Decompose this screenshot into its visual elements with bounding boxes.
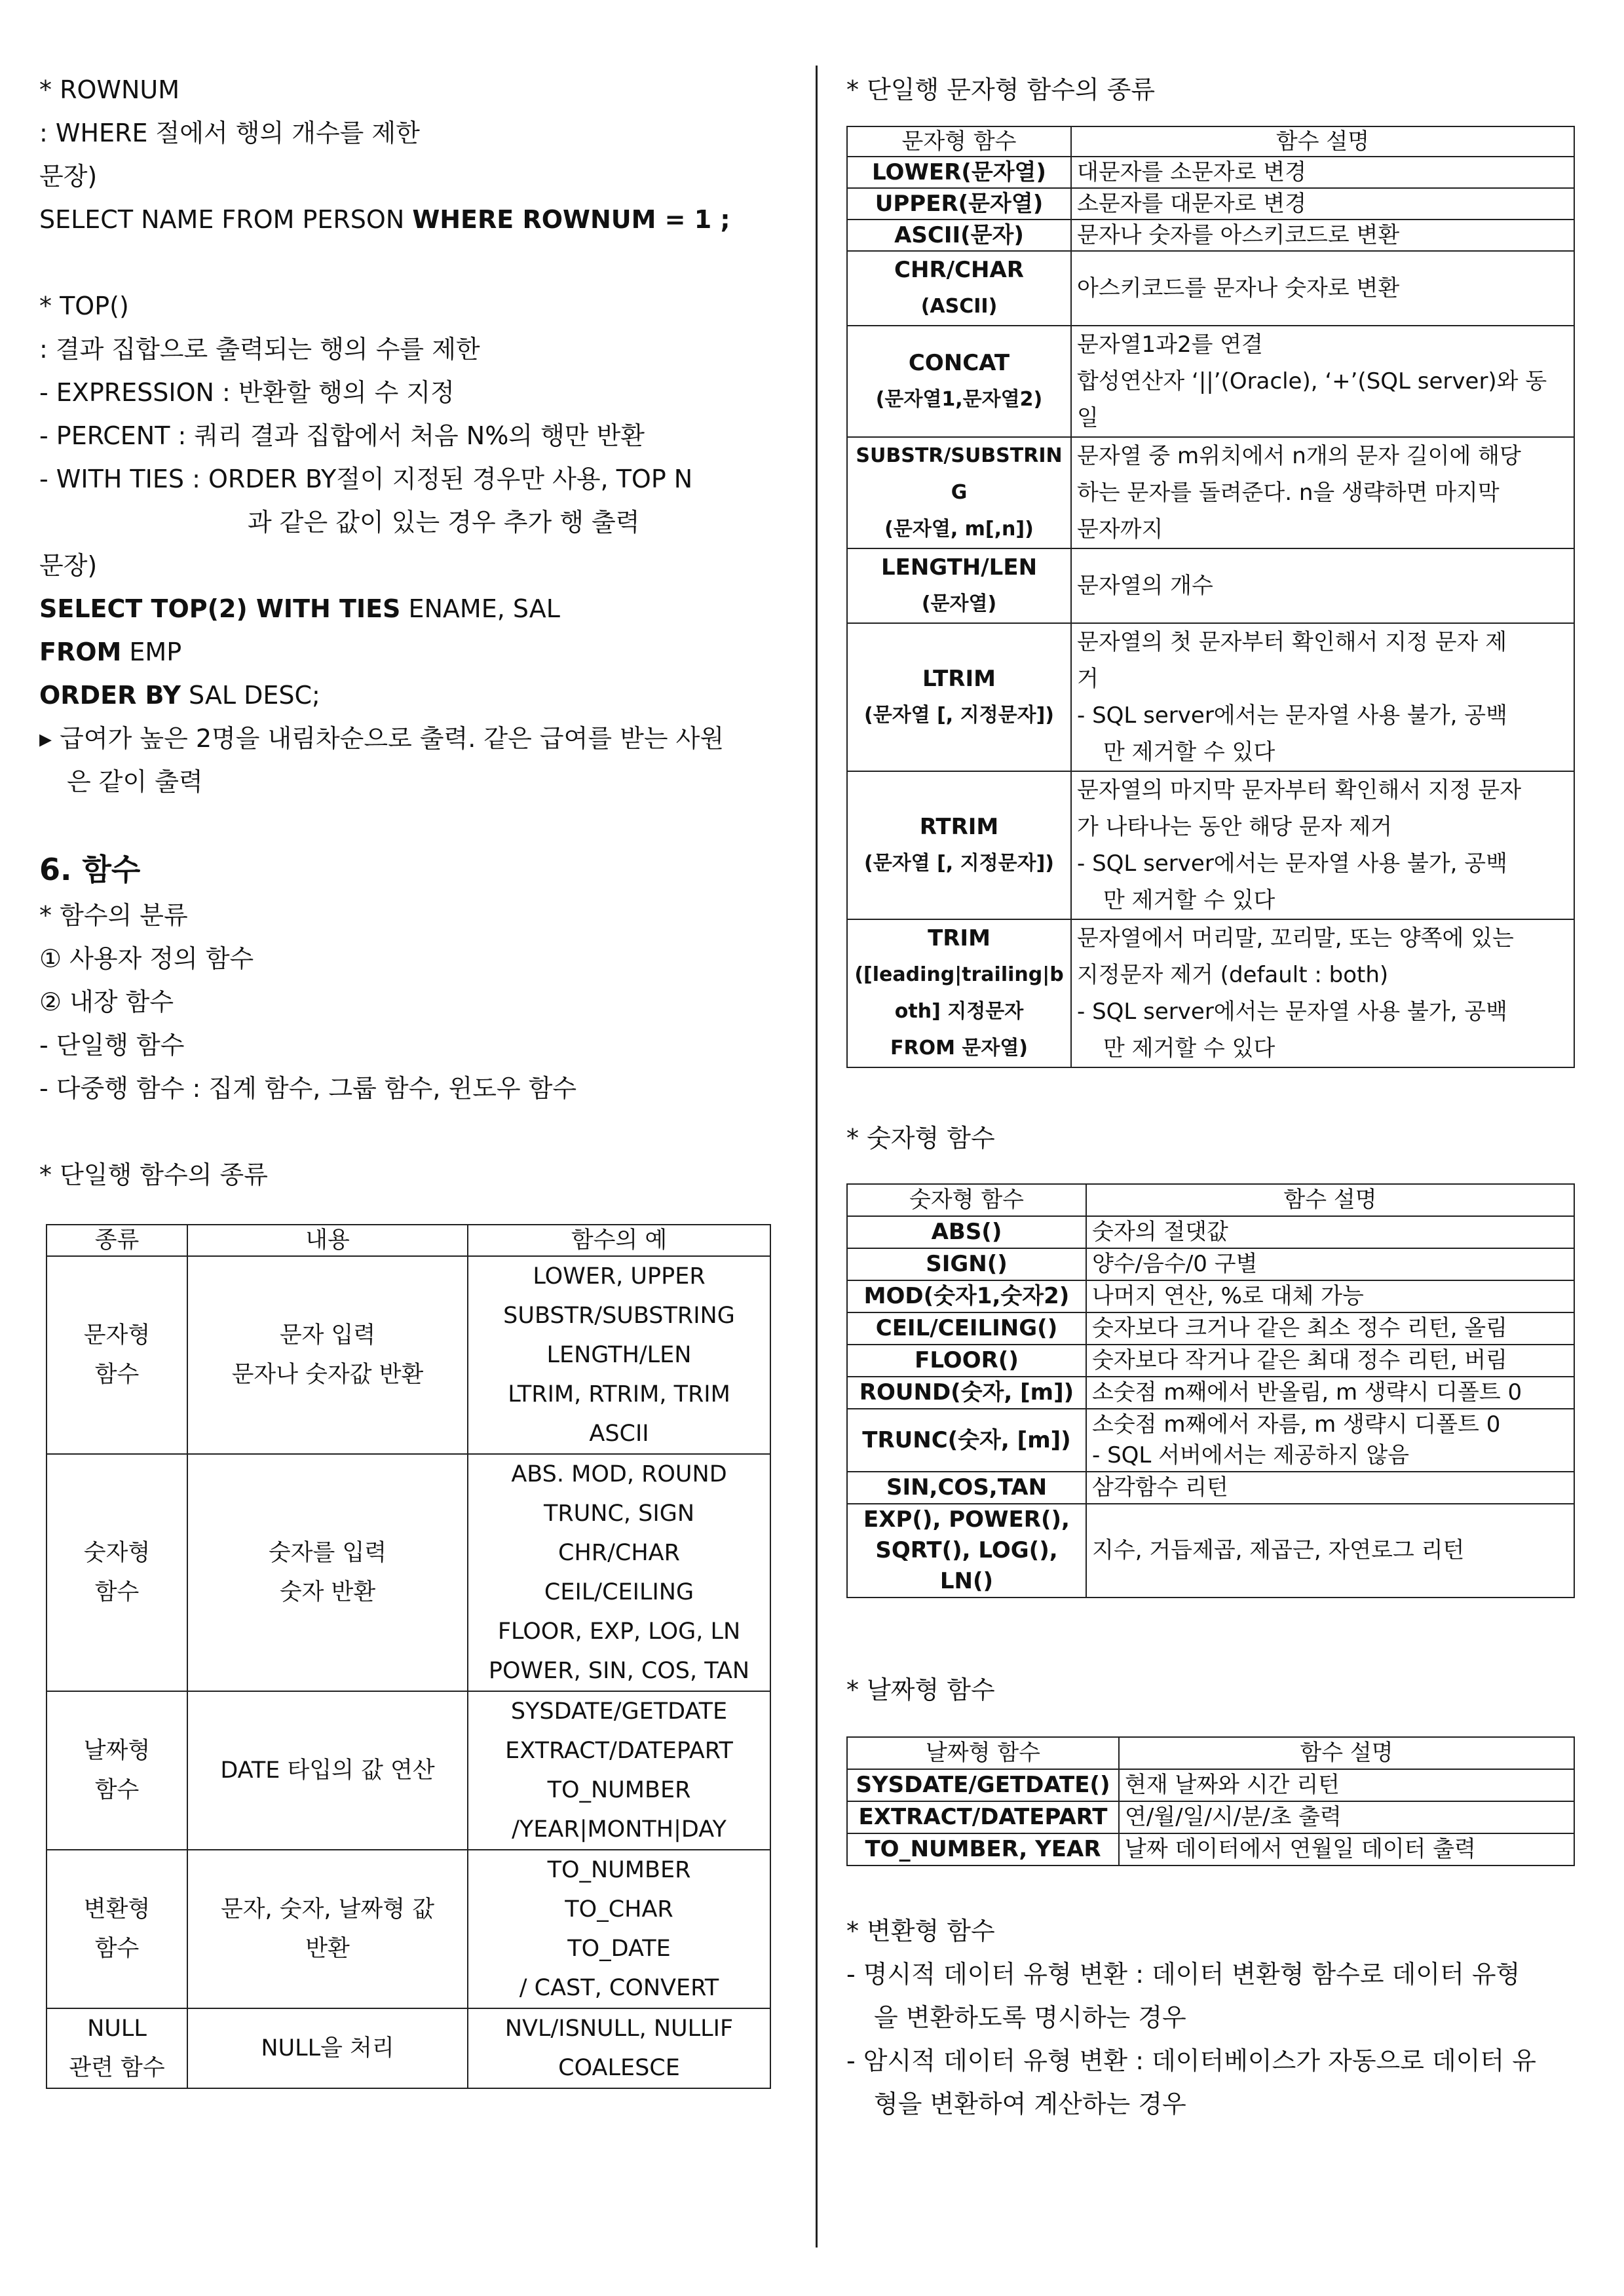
cell-line: ([leading|trailing|b xyxy=(854,963,1064,986)
table-row xyxy=(847,919,1574,1067)
table-header-row xyxy=(847,1184,1574,1216)
cell-line: 문자열에서 머리말, 꼬리말, 또는 양쪽에 있는 xyxy=(1077,925,1514,951)
column-divider xyxy=(816,66,818,2248)
cell-line: 문자열의 마지막 문자부터 확인해서 지정 문자 xyxy=(1077,777,1522,803)
explicit-conversion-1: - 명시적 데이터 유형 변환 : 데이터 변환형 함수로 데이터 유형 xyxy=(846,1960,1520,1989)
cell-line: 변환형 xyxy=(83,1896,151,1923)
function-desc-cell xyxy=(1071,157,1574,188)
cell-line: TO_NUMBER xyxy=(547,1777,691,1803)
header-kind: 종류 xyxy=(47,1225,187,1256)
function-name-cell xyxy=(847,220,1071,251)
cell-line: 거 xyxy=(1077,666,1099,692)
cell-line: 문자, 숫자, 날짜형 값 xyxy=(220,1896,435,1923)
cell-line: NVL/ISNULL, NULLIF xyxy=(504,2016,734,2042)
examples-cell xyxy=(468,1850,770,2008)
examples-cell xyxy=(468,1691,770,1850)
top-with-ties-1: - WITH TIES : ORDER BY절이 지정된 경우만 사용, TOP N xyxy=(39,465,693,493)
cell-line: (문자열) xyxy=(921,592,997,615)
table-row xyxy=(847,1248,1574,1280)
cell-line: ABS() xyxy=(931,1219,1002,1245)
function-desc-cell xyxy=(1071,548,1574,623)
rownum-example-label: 문장) xyxy=(39,162,98,191)
function-desc-cell xyxy=(1086,1280,1574,1312)
functions-heading: 6. 함수 xyxy=(39,852,141,887)
table-row xyxy=(847,157,1574,188)
cell-line: 하는 문자를 돌려준다. n을 생략하면 마지막 xyxy=(1077,480,1500,506)
cell-line: 문자열의 개수 xyxy=(1077,573,1213,599)
table-row xyxy=(847,1216,1574,1248)
cell-line: SIN,COS,TAN xyxy=(886,1474,1048,1501)
function-name-cell xyxy=(847,1248,1086,1280)
cell-line: COALESCE xyxy=(558,2055,680,2081)
function-desc-cell xyxy=(1086,1472,1574,1504)
cell-line: 숫자의 절댓값 xyxy=(1092,1219,1228,1245)
cell-line: 나머지 연산, %로 대체 가능 xyxy=(1092,1283,1364,1309)
top-expression: - EXPRESSION : 반환할 행의 수 지정 xyxy=(39,378,455,407)
single-row-types-title: * 단일행 함수의 종류 xyxy=(39,1160,268,1189)
header-char-function: 문자형 함수 xyxy=(847,126,1071,157)
cell-line: 양수/음수/0 구별 xyxy=(1092,1251,1258,1277)
cell-line: DATE 타입의 값 연산 xyxy=(220,1757,435,1784)
cell-line: LENGTH/LEN xyxy=(546,1342,692,1368)
table-row xyxy=(847,1345,1574,1377)
function-desc-cell xyxy=(1071,251,1574,326)
rownum-sql xyxy=(39,203,730,236)
cell-line: 관련 함수 xyxy=(69,2055,165,2081)
cell-line: 삼각함수 리턴 xyxy=(1092,1474,1228,1501)
top-sql2-bold: FROM xyxy=(39,638,122,666)
single-row-function-table xyxy=(46,1224,771,2089)
table-row xyxy=(847,1409,1574,1472)
char-functions-title: * 단일행 문자형 함수의 종류 xyxy=(846,75,1156,104)
cell-line: TRIM xyxy=(928,925,991,951)
cell-line: 숫자보다 작거나 같은 최대 정수 리턴, 버림 xyxy=(1092,1347,1507,1373)
cell-line: /YEAR|MONTH|DAY xyxy=(512,1816,727,1843)
cell-line: TO_DATE xyxy=(567,1936,671,1962)
cell-line: LOWER(문자열) xyxy=(872,159,1046,185)
cell-line: TO_CHAR xyxy=(565,1896,673,1923)
function-desc-cell xyxy=(1086,1377,1574,1409)
function-desc-cell xyxy=(1086,1216,1574,1248)
top-desc: : 결과 집합으로 출력되는 행의 수를 제한 xyxy=(39,335,480,364)
function-name-cell xyxy=(847,1377,1086,1409)
cell-line: 숫자 반환 xyxy=(279,1579,376,1605)
top-with-ties-2: 과 같은 값이 있는 경우 추가 행 출력 xyxy=(248,508,640,537)
rownum-sql-bold: WHERE ROWNUM = 1 ; xyxy=(412,205,730,234)
cell-line: EXTRACT/DATEPART xyxy=(858,1804,1108,1830)
table-row xyxy=(847,1769,1574,1801)
cell-line: SYSDATE/GETDATE xyxy=(510,1698,728,1725)
table-row xyxy=(847,548,1574,623)
function-name-cell xyxy=(847,1769,1119,1801)
cell-line: LN() xyxy=(939,1568,994,1594)
table-row xyxy=(847,326,1574,437)
table-row xyxy=(847,1280,1574,1312)
function-name-cell xyxy=(847,437,1071,548)
cell-line: LOWER, UPPER xyxy=(533,1263,706,1290)
cell-line: SYSDATE/GETDATE() xyxy=(856,1772,1110,1798)
table-row xyxy=(847,623,1574,771)
content-cell xyxy=(187,2008,468,2088)
cell-line: 지수, 거듭제곱, 제곱근, 자연로그 리턴 xyxy=(1092,1537,1465,1563)
function-name-cell xyxy=(847,623,1071,771)
cell-line: ROUND(숫자, [m]) xyxy=(859,1379,1074,1406)
cell-line: 소문자를 대문자로 변경 xyxy=(1077,191,1307,217)
function-name-cell xyxy=(847,157,1071,188)
cell-line: CHR/CHAR xyxy=(558,1540,680,1566)
cell-line: / CAST, CONVERT xyxy=(519,1975,719,2001)
rownum-sql-plain: SELECT NAME FROM PERSON xyxy=(39,205,413,234)
cell-line: (ASCII) xyxy=(920,295,998,318)
function-desc-cell xyxy=(1086,1504,1574,1598)
function-desc-cell xyxy=(1119,1801,1574,1833)
cell-line: ABS. MOD, ROUND xyxy=(511,1461,727,1487)
numeric-function-table xyxy=(846,1183,1575,1598)
function-desc-cell xyxy=(1086,1409,1574,1472)
function-desc-cell xyxy=(1071,188,1574,220)
cell-line: 아스키코드를 문자나 숫자로 변환 xyxy=(1077,275,1400,301)
function-name-cell xyxy=(847,1833,1119,1866)
cell-line: ASCII(문자) xyxy=(894,222,1024,248)
cell-line: 만 제거할 수 있다 xyxy=(1103,887,1275,913)
table-row xyxy=(847,251,1574,326)
header-numeric-function: 숫자형 함수 xyxy=(847,1184,1086,1216)
table-row xyxy=(847,220,1574,251)
rownum-title: * ROWNUM xyxy=(39,75,179,104)
conversion-functions-title: * 변환형 함수 xyxy=(846,1917,995,1945)
explicit-conversion-2: 을 변환하도록 명시하는 경우 xyxy=(874,2003,1186,2032)
cell-line: (문자열1,문자열2) xyxy=(875,388,1043,411)
top-title: * TOP() xyxy=(39,292,129,320)
header-examples: 함수의 예 xyxy=(468,1225,770,1256)
examples-cell xyxy=(468,1256,770,1454)
char-function-table xyxy=(846,126,1575,1068)
function-name-cell xyxy=(847,326,1071,437)
table-row xyxy=(47,1850,770,2008)
table-header-row xyxy=(847,126,1574,157)
cell-line: 문자까지 xyxy=(1077,516,1163,543)
function-name-cell xyxy=(847,548,1071,623)
cell-line: FLOOR, EXP, LOG, LN xyxy=(497,1618,741,1645)
content-cell xyxy=(187,1256,468,1454)
table-row xyxy=(847,1801,1574,1833)
cell-line: 합성연산자 ‘||’(Oracle), ‘+’(SQL server)와 동 xyxy=(1077,368,1547,394)
top-sql1-plain: ENAME, SAL xyxy=(400,594,560,623)
top-sql3-plain: SAL DESC; xyxy=(180,681,320,710)
cell-line: 지정문자 제거 (default : both) xyxy=(1077,962,1389,988)
table-row xyxy=(47,1256,770,1454)
table-row xyxy=(847,1377,1574,1409)
implicit-conversion-2: 형을 변환하여 계산하는 경우 xyxy=(874,2090,1186,2118)
cell-line: 문자열 중 m위치에서 n개의 문자 길이에 해당 xyxy=(1077,443,1521,469)
function-desc-cell xyxy=(1071,437,1574,548)
function-desc-cell xyxy=(1071,326,1574,437)
function-name-cell xyxy=(847,1409,1086,1472)
table-header-row xyxy=(847,1737,1574,1769)
cell-line: FLOOR() xyxy=(915,1347,1019,1373)
cell-line: POWER, SIN, COS, TAN xyxy=(488,1658,750,1684)
function-desc-cell xyxy=(1071,220,1574,251)
function-desc-cell xyxy=(1119,1769,1574,1801)
cell-line: - SQL server에서는 문자열 사용 불가, 공백 xyxy=(1077,851,1507,877)
cell-line: EXTRACT/DATEPART xyxy=(505,1738,733,1764)
cell-line: TO_NUMBER xyxy=(547,1857,691,1883)
top-sql3-bold: ORDER BY xyxy=(39,681,181,710)
cell-line: 함수 xyxy=(94,1362,140,1388)
cell-line: 날짜형 xyxy=(83,1738,151,1764)
table-row xyxy=(847,1504,1574,1598)
function-name-cell xyxy=(847,1472,1086,1504)
kind-cell xyxy=(47,1454,187,1691)
function-name-cell xyxy=(847,1216,1086,1248)
function-name-cell xyxy=(847,1801,1119,1833)
cell-line: NULL을 처리 xyxy=(261,2035,394,2061)
cell-line: 함수 xyxy=(94,1579,140,1605)
cell-line: CHR/CHAR xyxy=(894,257,1024,283)
cell-line: 만 제거할 수 있다 xyxy=(1103,1035,1275,1062)
cell-line: 문자열의 첫 문자부터 확인해서 지정 문자 제 xyxy=(1077,629,1507,655)
cell-line: CEIL/CEILING() xyxy=(875,1315,1058,1341)
cell-line: 가 나타나는 동안 해당 문자 제거 xyxy=(1077,814,1393,840)
examples-cell xyxy=(468,1454,770,1691)
cell-line: 연/월/일/시/분/초 출력 xyxy=(1125,1804,1342,1830)
cell-line: (문자열 [, 지정문자]) xyxy=(864,852,1054,875)
functions-multi-row: - 다중행 함수 : 집계 함수, 그룹 함수, 윈도우 함수 xyxy=(39,1074,577,1103)
table-row xyxy=(847,1833,1574,1866)
top-percent: - PERCENT : 쿼리 결과 집합에서 처음 N%의 행만 반환 xyxy=(39,421,645,450)
function-desc-cell xyxy=(1071,771,1574,919)
cell-line: 문자열1과2를 연결 xyxy=(1077,332,1263,358)
examples-cell xyxy=(468,2008,770,2088)
kind-cell xyxy=(47,2008,187,2088)
cell-line: TRUNC(숫자, [m]) xyxy=(862,1426,1071,1453)
cell-line: 일 xyxy=(1077,405,1099,431)
function-desc-cell xyxy=(1086,1248,1574,1280)
table-row xyxy=(847,771,1574,919)
cell-line: RTRIM xyxy=(919,814,999,840)
cell-line: SUBSTR/SUBSTRING xyxy=(503,1303,735,1329)
cell-line: - SQL server에서는 문자열 사용 불가, 공백 xyxy=(1077,999,1507,1025)
cell-line: - SQL server에서는 문자열 사용 불가, 공백 xyxy=(1077,702,1507,729)
function-name-cell xyxy=(847,771,1071,919)
cell-line: 문자 입력 xyxy=(279,1322,376,1349)
functions-classify: * 함수의 분류 xyxy=(39,901,188,930)
cell-line: 숫자형 xyxy=(83,1540,151,1566)
cell-line: 함수 xyxy=(94,1936,140,1962)
cell-line: - SQL 서버에서는 제공하지 않음 xyxy=(1092,1442,1410,1468)
cell-line: 대문자를 소문자로 변경 xyxy=(1077,159,1307,185)
header-date-function: 날짜형 함수 xyxy=(847,1737,1119,1769)
function-name-cell xyxy=(847,1504,1086,1598)
top-sql-line-3 xyxy=(39,679,320,712)
cell-line: (문자열, m[,n]) xyxy=(884,518,1034,541)
kind-cell xyxy=(47,1256,187,1454)
table-row xyxy=(47,1691,770,1850)
cell-line: LTRIM, RTRIM, TRIM xyxy=(508,1381,730,1407)
cell-line: SIGN() xyxy=(926,1251,1008,1277)
functions-single-row: - 단일행 함수 xyxy=(39,1031,185,1060)
function-name-cell xyxy=(847,919,1071,1067)
cell-line: TO_NUMBER, YEAR xyxy=(865,1836,1101,1862)
cell-line: 반환 xyxy=(305,1936,350,1962)
function-desc-cell xyxy=(1086,1345,1574,1377)
cell-line: 문자나 숫자값 반환 xyxy=(231,1362,424,1388)
content-cell xyxy=(187,1691,468,1850)
cell-line: LTRIM xyxy=(922,666,996,692)
top-note-1: ▸ 급여가 높은 2명을 내림차순으로 출력. 같은 급여를 받는 사원 xyxy=(39,724,725,753)
header-function-desc: 함수 설명 xyxy=(1119,1737,1574,1769)
table-row xyxy=(847,437,1574,548)
cell-line: SQRT(), LOG(), xyxy=(875,1537,1058,1563)
header-function-desc: 함수 설명 xyxy=(1071,126,1574,157)
function-desc-cell xyxy=(1071,623,1574,771)
top-sql2-plain: EMP xyxy=(121,638,182,666)
cell-line: 함수 xyxy=(94,1777,140,1803)
cell-line: MOD(숫자1,숫자2) xyxy=(863,1283,1070,1309)
rownum-desc: : WHERE 절에서 행의 개수를 제한 xyxy=(39,119,420,147)
cell-line: G xyxy=(951,481,968,504)
functions-item-1: ① 사용자 정의 함수 xyxy=(39,944,254,973)
content-cell xyxy=(187,1850,468,2008)
date-function-table xyxy=(846,1736,1575,1866)
top-sql-line-1 xyxy=(39,592,560,625)
functions-item-2: ② 내장 함수 xyxy=(39,987,174,1016)
function-name-cell xyxy=(847,251,1071,326)
content-cell xyxy=(187,1454,468,1691)
cell-line: 현재 날짜와 시간 리턴 xyxy=(1125,1772,1340,1798)
top-example-label: 문장) xyxy=(39,551,98,580)
function-name-cell xyxy=(847,188,1071,220)
cell-line: SUBSTR/SUBSTRIN xyxy=(856,444,1063,467)
table-row xyxy=(847,188,1574,220)
table-header-row xyxy=(47,1225,770,1256)
cell-line: NULL xyxy=(87,2016,147,2042)
cell-line: 숫자를 입력 xyxy=(268,1540,387,1566)
function-desc-cell xyxy=(1119,1833,1574,1866)
cell-line: oth] 지정문자 xyxy=(894,1000,1024,1023)
numeric-functions-title: * 숫자형 함수 xyxy=(846,1124,995,1153)
cell-line: CEIL/CEILING xyxy=(544,1579,694,1605)
function-desc-cell xyxy=(1086,1312,1574,1345)
cell-line: TRUNC, SIGN xyxy=(543,1501,695,1527)
implicit-conversion-1: - 암시적 데이터 유형 변환 : 데이터베이스가 자동으로 데이터 유 xyxy=(846,2046,1536,2075)
header-function-desc: 함수 설명 xyxy=(1086,1184,1574,1216)
cell-line: ASCII xyxy=(589,1421,649,1447)
function-desc-cell xyxy=(1071,919,1574,1067)
cell-line: 소숫점 m째에서 반올림, m 생략시 디폴트 0 xyxy=(1092,1379,1522,1406)
cell-line: UPPER(문자열) xyxy=(875,191,1044,217)
table-row xyxy=(847,1472,1574,1504)
kind-cell xyxy=(47,1850,187,2008)
cell-line: 소숫점 m째에서 자름, m 생략시 디폴트 0 xyxy=(1092,1411,1501,1438)
cell-line: CONCAT xyxy=(908,350,1010,376)
top-sql-line-2 xyxy=(39,636,181,668)
cell-line: 숫자보다 크거나 같은 최소 정수 리턴, 올림 xyxy=(1092,1315,1507,1341)
function-name-cell xyxy=(847,1280,1086,1312)
top-note-2: 은 같이 출력 xyxy=(67,767,203,796)
cell-line: 문자나 숫자를 아스키코드로 변환 xyxy=(1077,222,1400,248)
cell-line: (문자열 [, 지정문자]) xyxy=(864,704,1054,727)
cell-line: LENGTH/LEN xyxy=(880,554,1038,581)
function-name-cell xyxy=(847,1345,1086,1377)
top-sql1-bold: SELECT TOP(2) WITH TIES xyxy=(39,594,401,623)
kind-cell xyxy=(47,1691,187,1850)
table-row xyxy=(847,1312,1574,1345)
function-name-cell xyxy=(847,1312,1086,1345)
cell-line: FROM 문자열) xyxy=(890,1037,1029,1060)
table-row xyxy=(47,1454,770,1691)
cell-line: 날짜 데이터에서 연월일 데이터 출력 xyxy=(1125,1836,1476,1862)
cell-line: EXP(), POWER(), xyxy=(863,1506,1070,1533)
date-functions-title: * 날짜형 함수 xyxy=(846,1675,995,1704)
cell-line: 만 제거할 수 있다 xyxy=(1103,739,1275,765)
cell-line: 문자형 xyxy=(83,1322,151,1349)
table-row xyxy=(47,2008,770,2088)
header-content: 내용 xyxy=(187,1225,468,1256)
